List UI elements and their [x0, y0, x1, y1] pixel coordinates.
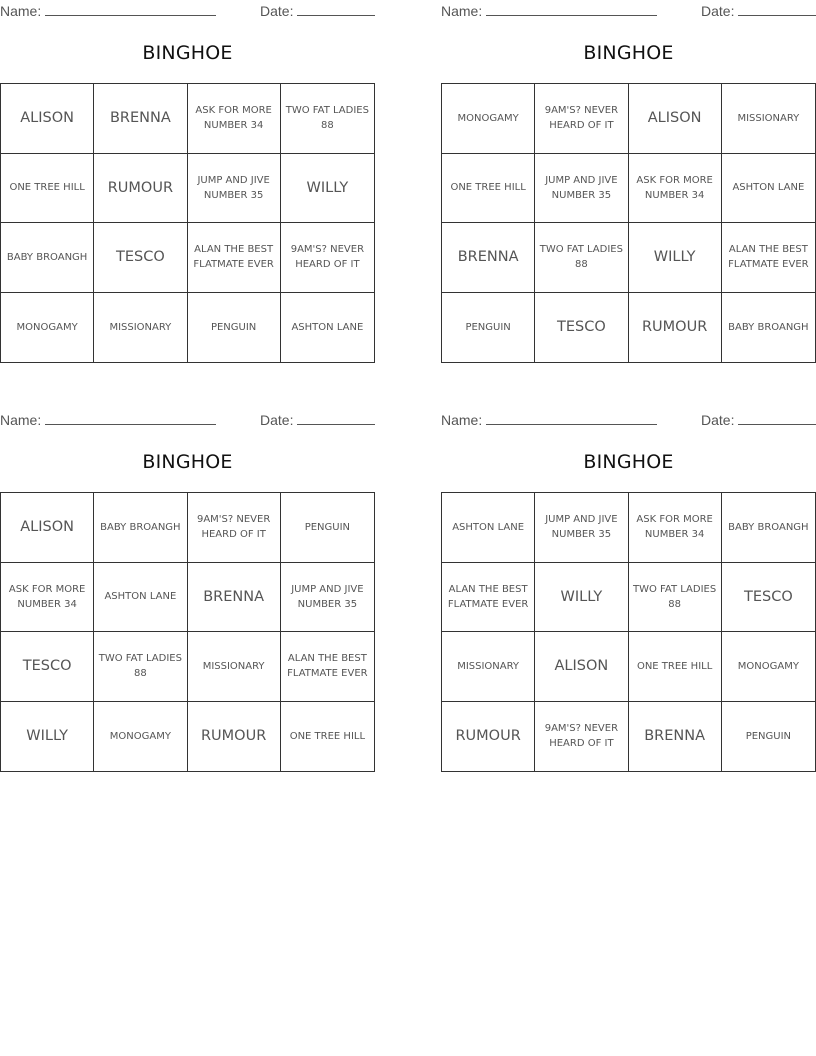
date-label: Date: [701, 412, 735, 428]
bingo-cell[interactable]: PENGUIN [745, 730, 792, 742]
bingo-cell[interactable]: TWO FAT LADIES 88 [535, 223, 628, 293]
bingo-cell[interactable]: PENGUIN [442, 293, 535, 363]
bingo-cell[interactable]: ASK FOR MORE NUMBER 34 [188, 84, 281, 154]
date-field[interactable] [738, 15, 816, 16]
bingo-cell[interactable]: TWO FAT LADIES 88 [629, 563, 722, 633]
date-label: Date: [260, 412, 294, 428]
name-label: Name: [0, 412, 42, 428]
bingo-cell[interactable]: 9AM'S? NEVER HEARD OF IT [535, 702, 628, 772]
bingo-cell[interactable]: ASK FOR MORE NUMBER 34 [629, 154, 722, 224]
bingo-cell[interactable]: MONOGAMY [722, 632, 815, 702]
bingo-cell[interactable]: BABY BROANGH [1, 223, 94, 293]
bingo-grid [0, 83, 375, 363]
date-field[interactable] [297, 424, 375, 425]
bingo-cell[interactable]: BRENNA [629, 702, 722, 772]
card-title: BINGHOE [583, 451, 674, 473]
bingo-cell[interactable]: ALISON [629, 84, 722, 154]
bingo-cell[interactable]: JUMP AND JIVE NUMBER 35 [535, 493, 628, 563]
bingo-cell[interactable]: RUMOUR [94, 154, 187, 224]
bingo-cell[interactable]: ASHTON LANE [94, 563, 187, 633]
name-label: Name: [441, 3, 483, 19]
bingo-cell[interactable]: ASK FOR MORE NUMBER 34 [1, 563, 94, 633]
bingo-grid [0, 492, 375, 772]
bingo-cell[interactable]: ALAN THE BEST FLATMATE EVER [188, 223, 281, 293]
bingo-cell[interactable]: WILLY [281, 154, 374, 224]
bingo-cell[interactable]: ONE TREE HILL [629, 632, 722, 702]
bingo-cell[interactable]: PENGUIN [281, 493, 374, 563]
bingo-cell[interactable]: ONE TREE HILL [1, 154, 94, 224]
bingo-cell[interactable]: RUMOUR [442, 702, 535, 772]
bingo-cell[interactable]: WILLY [629, 223, 722, 293]
name-label: Name: [441, 412, 483, 428]
bingo-cell[interactable]: BRENNA [188, 563, 281, 633]
bingo-cell[interactable]: JUMP AND JIVE NUMBER 35 [535, 154, 628, 224]
date-field[interactable] [738, 424, 816, 425]
name-field[interactable] [45, 15, 216, 16]
bingo-cell[interactable]: TESCO [535, 293, 628, 363]
bingo-cell[interactable]: ALISON [1, 84, 94, 154]
bingo-cell[interactable]: WILLY [1, 702, 94, 772]
bingo-cell[interactable]: TESCO [94, 223, 187, 293]
bingo-cell[interactable]: ASK FOR MORE NUMBER 34 [629, 493, 722, 563]
bingo-cell[interactable]: ALAN THE BEST FLATMATE EVER [442, 563, 535, 633]
bingo-cell[interactable]: ALISON [535, 632, 628, 702]
bingo-cell[interactable]: BABY BROANGH [728, 321, 809, 333]
bingo-cell[interactable]: MISSIONARY [188, 632, 281, 702]
bingo-cell[interactable]: 9AM'S? NEVER HEARD OF IT [281, 223, 374, 293]
bingo-cell[interactable]: 9AM'S? NEVER HEARD OF IT [188, 493, 281, 563]
bingo-cell[interactable]: TWO FAT LADIES 88 [94, 632, 187, 702]
name-field[interactable] [45, 424, 216, 425]
name-field[interactable] [486, 15, 657, 16]
bingo-card [441, 409, 816, 773]
bingo-cell[interactable]: ONE TREE HILL [289, 730, 366, 742]
bingo-grid [441, 492, 816, 772]
bingo-cell[interactable]: PENGUIN [188, 293, 281, 363]
bingo-cell[interactable]: RUMOUR [629, 293, 722, 363]
bingo-card [0, 0, 375, 364]
name-label: Name: [0, 3, 42, 19]
bingo-cell[interactable]: JUMP AND JIVE NUMBER 35 [281, 563, 374, 633]
bingo-cell[interactable]: WILLY [535, 563, 628, 633]
bingo-cell[interactable]: RUMOUR [188, 702, 281, 772]
bingo-cell[interactable]: BABY BROANGH [722, 493, 815, 563]
card-title: BINGHOE [142, 42, 233, 64]
bingo-cell[interactable]: JUMP AND JIVE NUMBER 35 [188, 154, 281, 224]
bingo-cell[interactable]: TESCO [722, 563, 815, 633]
bingo-cell[interactable]: MISSIONARY [442, 632, 535, 702]
bingo-cell[interactable]: BABY BROANGH [94, 493, 187, 563]
bingo-grid [441, 83, 816, 363]
bingo-cell[interactable]: 9AM'S? NEVER HEARD OF IT [535, 84, 628, 154]
bingo-cell[interactable]: TWO FAT LADIES 88 [281, 84, 374, 154]
bingo-cell[interactable]: ALISON [1, 493, 94, 563]
card-header [441, 409, 816, 431]
bingo-cell[interactable]: MISSIONARY [94, 293, 187, 363]
date-label: Date: [260, 3, 294, 19]
card-header [441, 0, 816, 22]
bingo-cell[interactable]: BRENNA [442, 223, 535, 293]
bingo-card [0, 409, 375, 773]
card-title: BINGHOE [583, 42, 674, 64]
date-label: Date: [701, 3, 735, 19]
bingo-cell[interactable]: ONE TREE HILL [442, 154, 535, 224]
bingo-cell[interactable]: BRENNA [94, 84, 187, 154]
bingo-card [441, 0, 816, 364]
bingo-cell[interactable]: ASHTON LANE [442, 493, 535, 563]
card-title: BINGHOE [142, 451, 233, 473]
date-field[interactable] [297, 15, 375, 16]
card-header [0, 409, 375, 431]
bingo-cell[interactable]: ASHTON LANE [291, 321, 364, 333]
bingo-cell[interactable]: MONOGAMY [94, 702, 187, 772]
card-header [0, 0, 375, 22]
bingo-cell[interactable]: ALAN THE BEST FLATMATE EVER [722, 223, 815, 293]
name-field[interactable] [486, 424, 657, 425]
bingo-cell[interactable]: ASHTON LANE [722, 154, 815, 224]
bingo-cell[interactable]: ALAN THE BEST FLATMATE EVER [281, 632, 374, 702]
bingo-cell[interactable]: TESCO [1, 632, 94, 702]
bingo-cell[interactable]: MONOGAMY [1, 293, 94, 363]
bingo-cell[interactable]: MISSIONARY [722, 84, 815, 154]
bingo-cell[interactable]: MONOGAMY [442, 84, 535, 154]
